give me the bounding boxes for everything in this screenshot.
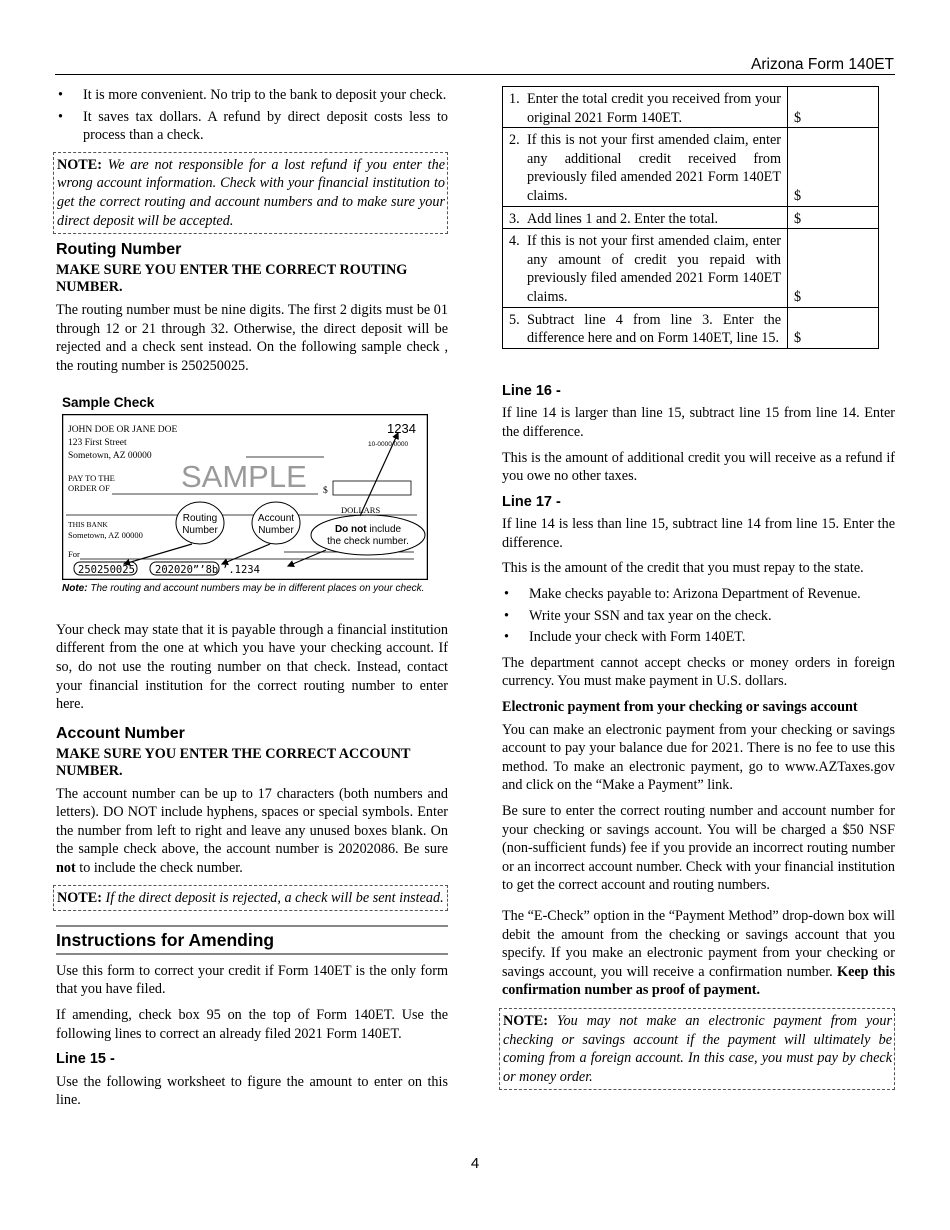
routing-number-title: Routing Number [56,241,182,259]
routing-bubble-text-1: Routing [182,513,218,525]
payer-street: 123 First Street [68,438,127,449]
check-number: 1234 [387,421,416,437]
line-17-paragraph-2: This is the amount of the credit that you must repay to the state. [502,560,864,577]
sample-watermark: SAMPLE [181,459,307,495]
table-row [503,229,879,307]
row-number: 1. [509,91,520,107]
note-text: You may not make an electronic payment from your checking or savings account if the payment will ultimately be coming from a foreign account. In this case, you must pay by check or money order. [503,1012,892,1085]
account-number-title: Account Number [56,724,185,742]
note-lost-refund [53,152,448,234]
amount-cell: $ [788,87,879,128]
micr-routing-number: 250250025 [78,564,135,577]
payable-through-paragraph: Your check may state that it is payable through a financial institution different from the one at which you have your checking account. If so, do not use the routing number on that check. Instead, contact your financial institution for the correct routing number to enter here. [56,621,448,713]
check-code: 10-0000/0000 [368,441,409,449]
warning-text-line-2: the check number. [327,536,409,548]
epay-paragraph-2: Be sure to enter the correct routing number and account number for your checking or savings account. You will be charged a $50 NSF (non-sufficient funds) fee if you provide an incorrect routing number or an incorrect account number. Check with your financial institution to get the correct account and routing numbers. [502,803,895,894]
account-bubble-text-1: Account [257,513,295,525]
foreign-currency-paragraph: The department cannot accept checks or money orders in foreign currency. You must make payment in U.S. dollars. [502,654,895,690]
routing-caps-heading: MAKE SURE YOU ENTER THE CORRECT ROUTING NUMBER. [56,262,408,296]
account-paragraph-a: The account number can be up to 17 characters (both numbers and letters). DO NOT include hyphens, spaces or special symbols. Enter the number from left to right and leave any unused boxes blank. On the sample check above, the account number is 20202086. Be sure [56,785,448,858]
payer-name: JOHN DOE OR JANE DOE [68,425,178,436]
account-caps-heading: MAKE SURE YOU ENTER THE CORRECT ACCOUNT NUMBER. [56,745,411,779]
table-row [503,128,879,206]
right-column [502,86,895,1096]
epay-paragraph-1: You can make an electronic payment from your checking or savings account to pay your balance due for 2021. There is no fee to use this method. To make an electronic payment, go to www.AZTaxes.gov and click on the “Make a Payment” link. [502,721,895,794]
page-number: 4 [470,1155,480,1172]
sample-check-note [62,580,448,599]
amount-cell: $ [788,206,879,229]
table-row [503,206,879,229]
note-label: NOTE: [57,156,102,173]
epay-paragraph-3-bold: Keep this confirmation number as proof of payment. [502,963,895,999]
list-item: • Write your SSN and tax year on the check. [502,607,895,626]
row-number: 3. [509,210,520,227]
warning-include: include [366,524,402,536]
warning-do-not: Do not [334,524,367,536]
account-paragraph [56,785,448,878]
form-header: Arizona Form 140ET [751,56,894,73]
row-text: If this is not your first amended claim, enter any amount of credit you repaid with previously filed amended 2021 Form 140ET claims. [527,233,781,305]
pay-to-line-1: PAY TO THE [68,473,115,484]
line-15-heading: Line 15 - [56,1051,115,1068]
amount-cell: $ [788,307,879,348]
account-bubble-text-2: Number [258,525,294,537]
row-text: Add lines 1 and 2. Enter the total. [527,210,719,227]
bank-name: THIS BANK [68,520,108,530]
line-15-paragraph: Use the following worksheet to figure the amount to enter on this line. [56,1073,448,1109]
line-16-paragraph-1: If line 14 is larger than line 15, subtract line 15 from line 14. Enter the difference. [502,405,895,440]
header-rule [55,74,895,75]
dollar-sign: $ [323,486,328,497]
amending-title: Instructions for Amending [56,925,448,955]
row-number: 2. [509,132,520,149]
amount-cell: $ [788,128,879,206]
row-number: 4. [509,233,520,250]
line-15-worksheet [502,86,879,349]
check-number-warning-bubble [311,515,425,555]
list-item: • Make checks payable to: Arizona Department of Revenue. [502,585,895,604]
repayment-instructions [502,585,895,647]
micr-account-number: 202020”’8b [155,564,219,577]
check-note-label: Note: [62,583,88,595]
electronic-payment-heading: Electronic payment from your checking or savings account [502,699,858,716]
amount-cell: $ [788,229,879,307]
account-paragraph-bold: not [56,860,76,877]
warning-text-line-1 [335,524,402,535]
check-note-text: The routing and account numbers may be in different places on your check. [90,583,425,595]
note-foreign-account [499,1008,895,1090]
line-16-heading: Line 16 - [502,382,561,399]
table-row [503,307,879,348]
note-deposit-rejected [53,885,448,912]
left-column [56,86,448,1117]
micr-check-number: ’.1234 [222,564,260,577]
epay-paragraph-3 [502,907,895,1000]
list-item: • Include your check with Form 140ET. [502,628,895,647]
note-label: NOTE: [57,889,102,906]
note-text: If the direct deposit is rejected, a check will be sent instead. [105,889,444,906]
pay-to-line-2: ORDER OF [68,483,110,494]
list-item: • It saves tax dollars. A refund by direct deposit costs less to process than a check. [56,108,448,145]
dollars-label: DOLLARS [341,505,381,516]
payer-city: Sometown, AZ 00000 [68,451,152,462]
epay-paragraph-3-text: The “E-Check” option in the “Payment Method” drop-down box will debit the amount from the checking or savings account that you specify. If you make an electronic payment from your checking or savings account, you will receive a confirmation number. [502,907,895,980]
row-number: 5. [509,311,520,328]
direct-deposit-benefits [56,86,448,145]
bank-city: Sometown, AZ 00000 [68,530,143,541]
routing-paragraph: The routing number must be nine digits. The first 2 digits must be 01 through 12 or 21 through 32. Otherwise, the direct deposit will be rejected and a check sent instead. On the following sample check , the routing number is 250250025. [56,302,448,374]
list-item: • It is more convenient. No trip to the bank to deposit your check. [56,86,448,105]
for-label: For [68,549,80,560]
routing-bubble-text-2: Number [182,525,218,537]
account-paragraph-b: to include the check number. [75,860,243,877]
note-text: We are not responsible for a lost refund if you enter the wrong account information. Check with your financial institution to get the correct routing and account numbers and to make sure your direct deposit will be accepted. [57,156,445,229]
sample-check-figure [62,414,428,580]
row-text: Enter the total credit you received from your original 2021 Form 140ET. [527,91,781,126]
amending-paragraph-1: Use this form to correct your credit if Form 140ET is the only form that you have filed. [56,962,448,998]
note-label: NOTE: [503,1012,548,1029]
row-text: Subtract line 4 from line 3. Enter the difference here and on Form 140ET, line 15. [527,311,781,347]
amending-paragraph-2: If amending, check box 95 on the top of Form 140ET. Use the following lines to correct an already filed 2021 Form 140ET. [56,1007,448,1042]
line-16-paragraph-2: This is the amount of additional credit you will receive as a refund if you owe no other taxes. [502,449,895,485]
table-row [503,87,879,128]
line-17-paragraph-1: If line 14 is less than line 15, subtract line 14 from line 15. Enter the difference. [502,516,895,551]
line-17-heading: Line 17 - [502,493,561,510]
row-text: If this is not your first amended claim, enter any additional credit received from previously filed amended 2021 Form 140ET claims. [527,132,781,204]
sample-check-title: Sample Check [62,394,155,410]
